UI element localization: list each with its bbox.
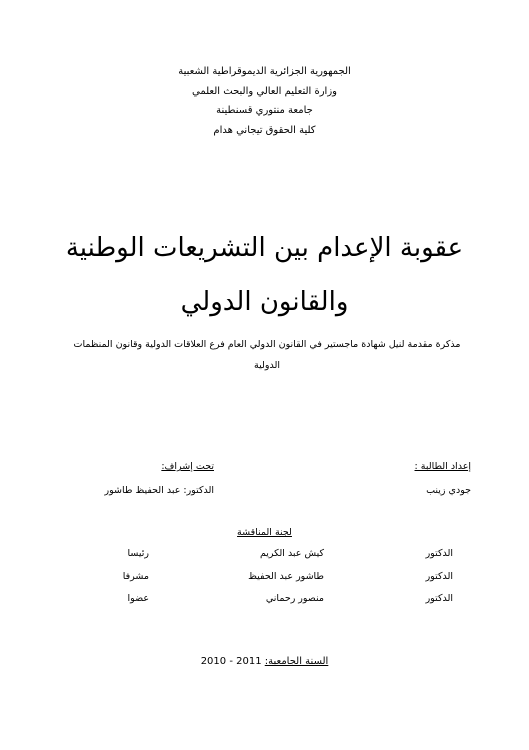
- faculty-name: كلية الحقوق تيجاني هدام: [213, 124, 316, 136]
- member-rank: الدكتور: [425, 571, 453, 582]
- institution-header: [0, 62, 529, 140]
- academic-year: [0, 656, 529, 667]
- preparation-label: إعداد الطالبة :: [414, 461, 471, 472]
- academic-year-label: السنة الجامعية:: [264, 656, 329, 667]
- ministry-name: وزارة التعليم العالي والبحث العلمي: [192, 85, 337, 97]
- academic-year-value: 2010 - 2011: [200, 656, 262, 667]
- supervision-block: [74, 461, 214, 496]
- committee-member-row: [0, 548, 529, 564]
- supervisor-name: الدكتور: عبد الحفيظ طاشور: [104, 485, 214, 496]
- committee-member-row: [0, 571, 529, 587]
- member-role: عضوا: [127, 593, 149, 604]
- member-role: رئيسا: [127, 548, 149, 559]
- member-rank: الدكتور: [425, 548, 453, 559]
- member-name: كيش عبد الكريم: [259, 548, 324, 559]
- member-name: منصور رحماني: [265, 593, 324, 604]
- republic-name: الجمهورية الجزائرية الديموقراطية الشعبية: [178, 66, 351, 77]
- supervision-label: تحت إشراف:: [161, 461, 214, 472]
- committee-member-row: [0, 593, 529, 609]
- thesis-title: [0, 221, 529, 329]
- student-name: جودي زينب: [426, 485, 471, 496]
- preparation-block: [415, 461, 471, 496]
- thesis-title-line-2: والقانون الدولي: [180, 287, 349, 317]
- member-name: طاشور عبد الحفيظ: [248, 571, 324, 582]
- committee-title: لجنة المناقشة: [237, 527, 292, 538]
- member-role: مشرفا: [122, 571, 149, 582]
- thesis-title-line-1: عقوبة الإعدام بين التشريعات الوطنية: [65, 233, 464, 263]
- university-name: جامعة منتوري قسنطينة: [216, 105, 313, 116]
- member-rank: الدكتور: [425, 593, 453, 604]
- thesis-description: مذكرة مقدمة لنيل شهادة ماجستير في القانون الدولي العام فرع العلاقات الدولية وقانون المنظمات الدولية: [73, 339, 461, 371]
